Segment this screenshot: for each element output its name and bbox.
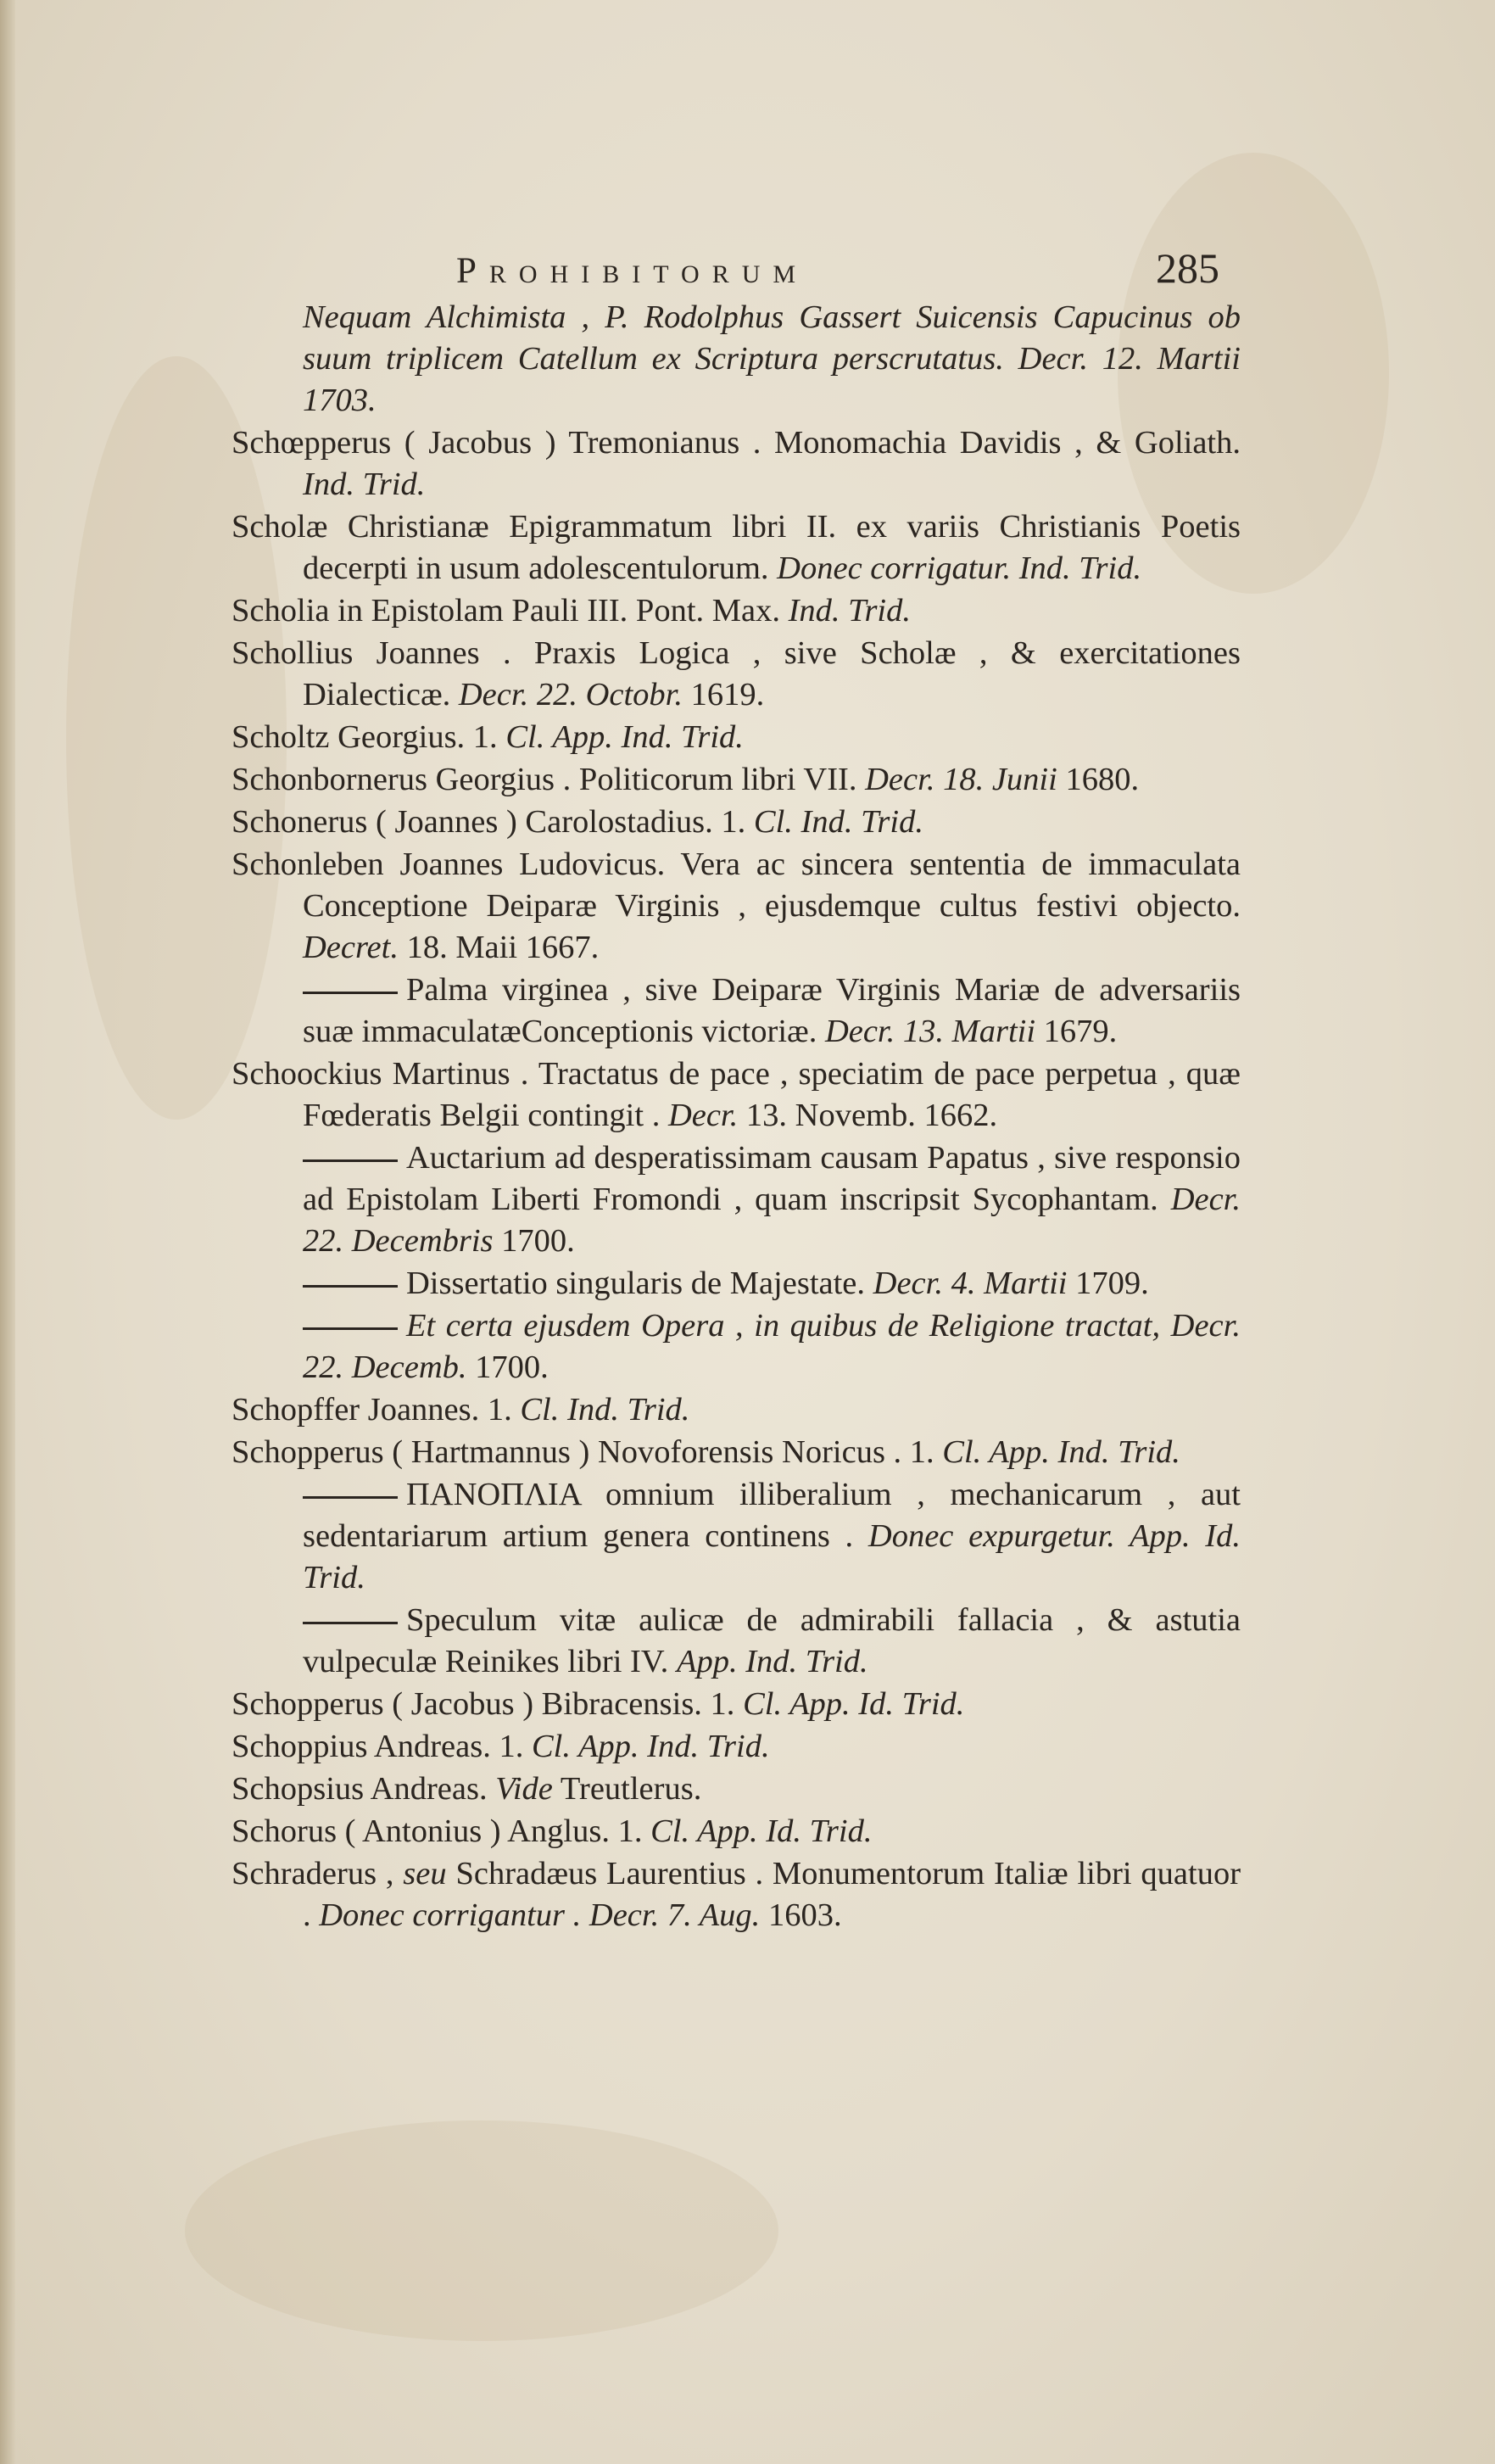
entry-tail: 1603. — [767, 1897, 842, 1933]
entry-italic: Donec corrigatur. Ind. Trid. — [777, 550, 1142, 586]
book-page — [15, 0, 1495, 2464]
entry-italic: Nequam Alchimista , P. Rodolphus Gassert Suicensis Capucinus ob suum triplicem Catellum ex Scriptura perscrutatus. Decr. 12. Martii 1703. — [303, 299, 1241, 418]
entry-text: Dissertatio singularis de Majestate. — [406, 1266, 866, 1301]
list-item — [232, 1853, 1241, 1936]
list-item — [232, 759, 1241, 801]
entry-text: Schopffer Joannes. 1. — [232, 1392, 512, 1428]
entry-tail: 1619. — [690, 677, 765, 712]
list-item — [232, 297, 1241, 422]
list-item — [232, 1432, 1241, 1473]
entry-text: Auctarium ad desperatissimam causam Papatus , sive responsio ad Epistolam Liberti Fromondi , quam inscripsit Sycophantam. — [303, 1140, 1241, 1217]
entry-text: Scholtz Georgius. 1. — [232, 719, 498, 755]
entry-italic: Ind. Trid. — [303, 467, 426, 502]
header-title: Prohibitorum — [456, 251, 809, 291]
entry-italic: Cl. App. Id. Trid. — [743, 1686, 965, 1722]
list-item — [232, 1137, 1241, 1262]
entry-italic: Cl. App. Id. Trid. — [650, 1813, 873, 1849]
entry-italic: Decr. 22. Octobr. — [458, 677, 683, 712]
entry-italic: Cl. Ind. Trid. — [520, 1392, 690, 1428]
list-item — [232, 1389, 1241, 1431]
running-header — [456, 244, 1219, 301]
entry-tail: 1680. — [1065, 762, 1140, 797]
entry-italic: Donec expurgetur. App. Id. Trid. — [303, 1518, 1241, 1595]
entry-italic: App. Ind. Trid. — [676, 1644, 868, 1679]
entry-text: Schœpperus ( Jacobus ) Tremonianus . Monomachia Davidis , & Goliath. — [232, 425, 1241, 461]
ditto-dash — [303, 1327, 398, 1330]
ditto-dash — [303, 992, 398, 994]
entry-tail: Treutlerus. — [560, 1771, 702, 1807]
entry-italic: Decret. — [303, 930, 399, 965]
list-item — [232, 1684, 1241, 1725]
entry-text: Schorus ( Antonius ) Anglus. 1. — [232, 1813, 643, 1849]
entry-italic: Cl. App. Ind. Trid. — [531, 1729, 770, 1764]
entry-tail: 1679. — [1043, 1014, 1118, 1049]
entry-italic: Decr. 4. Martii — [873, 1266, 1068, 1301]
entry-text: Scholia in Epistolam Pauli III. Pont. Max. — [232, 593, 780, 629]
entry-text: Schollius Joannes . Praxis Logica , sive Scholæ , & exercitationes Dialecticæ. — [232, 635, 1241, 712]
entry-tail: 1700. — [501, 1223, 575, 1259]
ditto-dash — [303, 1622, 398, 1624]
entry-text: Palma virginea , sive Deiparæ Virginis Mariæ de adversariis suæ immaculatæConceptionis victoriæ. — [303, 972, 1241, 1049]
ditto-dash — [303, 1285, 398, 1288]
entry-italic: Decr. 18. Junii — [865, 762, 1057, 797]
ditto-dash — [303, 1496, 398, 1499]
list-item — [232, 633, 1241, 716]
list-item — [232, 1305, 1241, 1388]
entry-text: Schopperus ( Hartmannus ) Novoforensis Noricus . 1. — [232, 1434, 934, 1470]
entry-text: Schopsius Andreas. — [232, 1771, 488, 1807]
entry-italic: Decr. 13. Martii — [824, 1014, 1036, 1049]
list-item — [232, 717, 1241, 758]
list-item — [232, 1474, 1241, 1599]
entry-text: Schonbornerus Georgius . Politicorum libri VII. — [232, 762, 857, 797]
list-item — [232, 1811, 1241, 1852]
entry-italic: Ind. Trid. — [788, 593, 912, 629]
list-item — [232, 1726, 1241, 1768]
list-item — [232, 422, 1241, 506]
entry-text: Schraderus , — [232, 1856, 394, 1891]
entry-italic: Vide — [495, 1771, 553, 1807]
list-item — [232, 506, 1241, 589]
entry-italic: seu — [403, 1856, 447, 1891]
entry-italic: Cl. App. Ind. Trid. — [505, 719, 744, 755]
entry-italic: Decr. — [667, 1098, 739, 1133]
list-item — [232, 1768, 1241, 1810]
entry-text: Schoockius Martinus . Tractatus de pace , speciatim de pace perpetua , quæ Fœderatis Belgii contingit . — [232, 1056, 1241, 1133]
page-number: 285 — [1156, 244, 1219, 292]
entry-italic: Et certa ejusdem Opera , in quibus de Religione tractat, Decr. 22. Decemb. — [303, 1308, 1241, 1385]
page-edge — [0, 0, 15, 2464]
list-item — [232, 590, 1241, 632]
entry-italic: Decr. 22. Decembris — [303, 1182, 1241, 1259]
entry-tail: 1709. — [1075, 1266, 1149, 1301]
list-item — [232, 802, 1241, 843]
entry-tail: Schradæus Laurentius . Monumentorum Italiæ libri quatuor . — [303, 1856, 1241, 1933]
entry-tail: 13. Novemb. 1662. — [745, 1098, 998, 1133]
paper-stain — [185, 2120, 778, 2341]
list-item — [232, 1053, 1241, 1137]
entry-italic: Cl. Ind. Trid. — [753, 804, 923, 840]
entry-italic: Cl. App. Ind. Trid. — [942, 1434, 1180, 1470]
index-entries — [232, 297, 1241, 1937]
entry-italic: Donec corrigantur . Decr. 7. Aug. — [319, 1897, 761, 1933]
entry-text: Schopperus ( Jacobus ) Bibracensis. 1. — [232, 1686, 735, 1722]
entry-text: ΠΑΝΟΠΛΙΑ omnium illiberalium , mechanicarum , aut sedentariarum artium genera continens . — [303, 1477, 1241, 1554]
entry-text: Schonerus ( Joannes ) Carolostadius. 1. — [232, 804, 746, 840]
entry-text: Schoppius Andreas. 1. — [232, 1729, 524, 1764]
entry-text: Scholæ Christianæ Epigrammatum libri II. ex variis Christianis Poetis decerpti in usum adolescentulorum. — [232, 509, 1241, 586]
list-item — [232, 844, 1241, 969]
entry-text: Schonleben Joannes Ludovicus. Vera ac sincera sententia de immaculata Conceptione Deiparæ Virginis , ejusdemque cultus festivi objecto. — [232, 846, 1241, 924]
ditto-dash — [303, 1159, 398, 1162]
entry-tail: 1700. — [475, 1349, 549, 1385]
entry-text: Speculum vitæ aulicæ de admirabili fallacia , & astutia vulpeculæ Reinikes libri IV. — [303, 1602, 1241, 1679]
list-item — [232, 969, 1241, 1053]
list-item — [232, 1600, 1241, 1683]
list-item — [232, 1263, 1241, 1305]
entry-tail: 18. Maii 1667. — [406, 930, 600, 965]
